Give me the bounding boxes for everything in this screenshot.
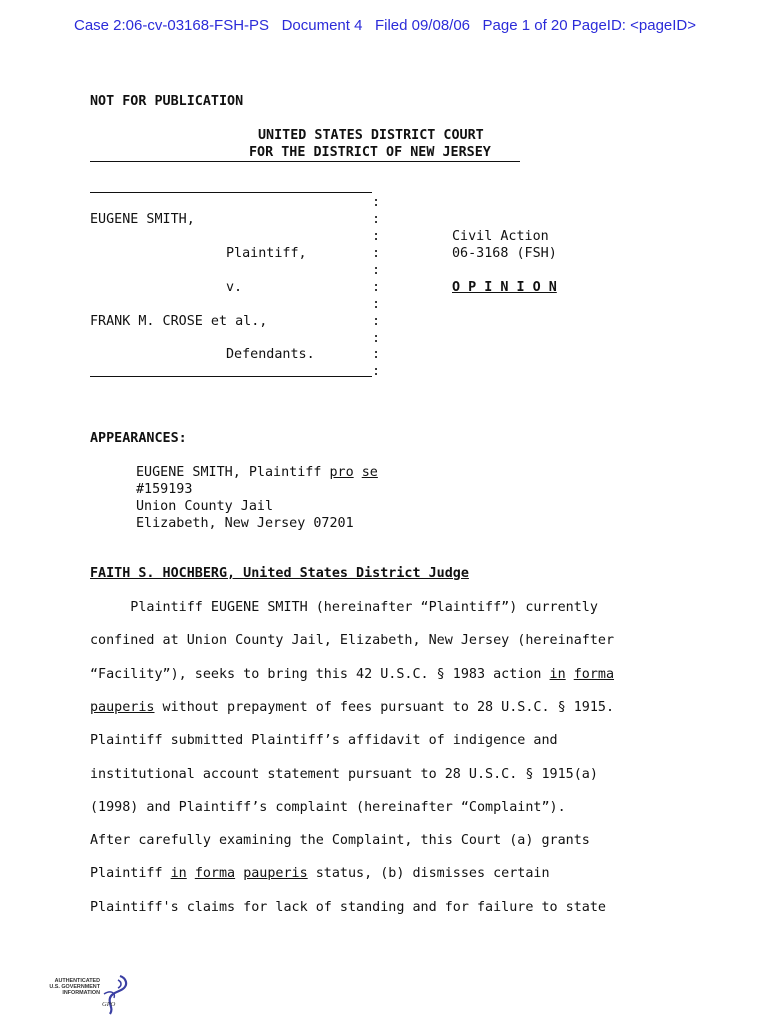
appearance-line: EUGENE SMITH, Plaintiff pro se xyxy=(136,465,378,480)
opinion-title: O P I N I O N xyxy=(452,280,557,295)
body-line: Plaintiff in forma pauperis status, (b) dismisses certain xyxy=(90,866,550,881)
caption-colon: : xyxy=(372,297,381,312)
caption-colon: : xyxy=(372,364,381,379)
judge-name: FAITH S. HOCHBERG, United States District Judge xyxy=(90,566,469,581)
versus: v. xyxy=(226,280,243,295)
court-district: FOR THE DISTRICT OF NEW JERSEY xyxy=(249,145,491,160)
appearances-heading: APPEARANCES: xyxy=(90,431,187,446)
body-line: After carefully examining the Complaint, this Court (a) grants xyxy=(90,833,590,848)
plaintiff-name: EUGENE SMITH, xyxy=(90,212,195,227)
body-line: pauperis without prepayment of fees pursuant to 28 U.S.C. § 1915. xyxy=(90,700,615,715)
caption-colon: : xyxy=(372,212,381,227)
case-header: Case 2:06-cv-03168-FSH-PS Document 4 Filed 09/08/06 Page 1 of 20 PageID: <pageID> xyxy=(73,17,697,34)
gpo-label: GPO xyxy=(102,1001,116,1008)
gpo-authentication-seal xyxy=(44,974,130,1018)
appearance-line: Elizabeth, New Jersey 07201 xyxy=(136,516,354,531)
caption-colon: : xyxy=(372,331,381,346)
appearance-line: Union County Jail xyxy=(136,499,274,514)
caption-colon: : xyxy=(372,280,381,295)
court-name: UNITED STATES DISTRICT COURT xyxy=(258,128,484,143)
gpo-seal-text: AUTHENTICATED U.S. GOVERNMENT INFORMATION xyxy=(49,978,100,996)
caption-colon: : xyxy=(372,246,381,261)
appearance-line: #159193 xyxy=(136,482,193,497)
case-number: 06-3168 (FSH) xyxy=(452,246,557,261)
court-rule xyxy=(90,161,520,162)
body-line: Plaintiff EUGENE SMITH (hereinafter “Plaintiff”) currently xyxy=(90,600,598,615)
caption-colon: : xyxy=(372,314,381,329)
body-line: (1998) and Plaintiff’s complaint (hereinafter “Complaint”). xyxy=(90,800,566,815)
caption-colon: : xyxy=(372,229,381,244)
civil-action-label: Civil Action xyxy=(452,229,549,244)
eagle-icon xyxy=(98,974,130,1018)
not-for-publication: NOT FOR PUBLICATION xyxy=(90,94,244,109)
body-line: Plaintiff submitted Plaintiff’s affidavit of indigence and xyxy=(90,733,558,748)
defendant-name: FRANK M. CROSE et al., xyxy=(90,314,268,329)
caption-colon: : xyxy=(372,263,381,278)
caption-colon: : xyxy=(372,347,381,362)
body-line: “Facility”), seeks to bring this 42 U.S.C. § 1983 action in forma xyxy=(90,667,615,682)
caption-top-rule xyxy=(90,192,372,193)
body-line: Plaintiff's claims for lack of standing and for failure to state xyxy=(90,900,606,915)
body-line: institutional account statement pursuant to 28 U.S.C. § 1915(a) xyxy=(90,767,598,782)
plaintiff-role: Plaintiff, xyxy=(226,246,307,261)
caption-colon: : xyxy=(372,195,381,210)
caption-bottom-rule xyxy=(90,376,372,377)
defendant-role: Defendants. xyxy=(226,347,315,362)
body-line: confined at Union County Jail, Elizabeth, New Jersey (hereinafter xyxy=(90,633,615,648)
